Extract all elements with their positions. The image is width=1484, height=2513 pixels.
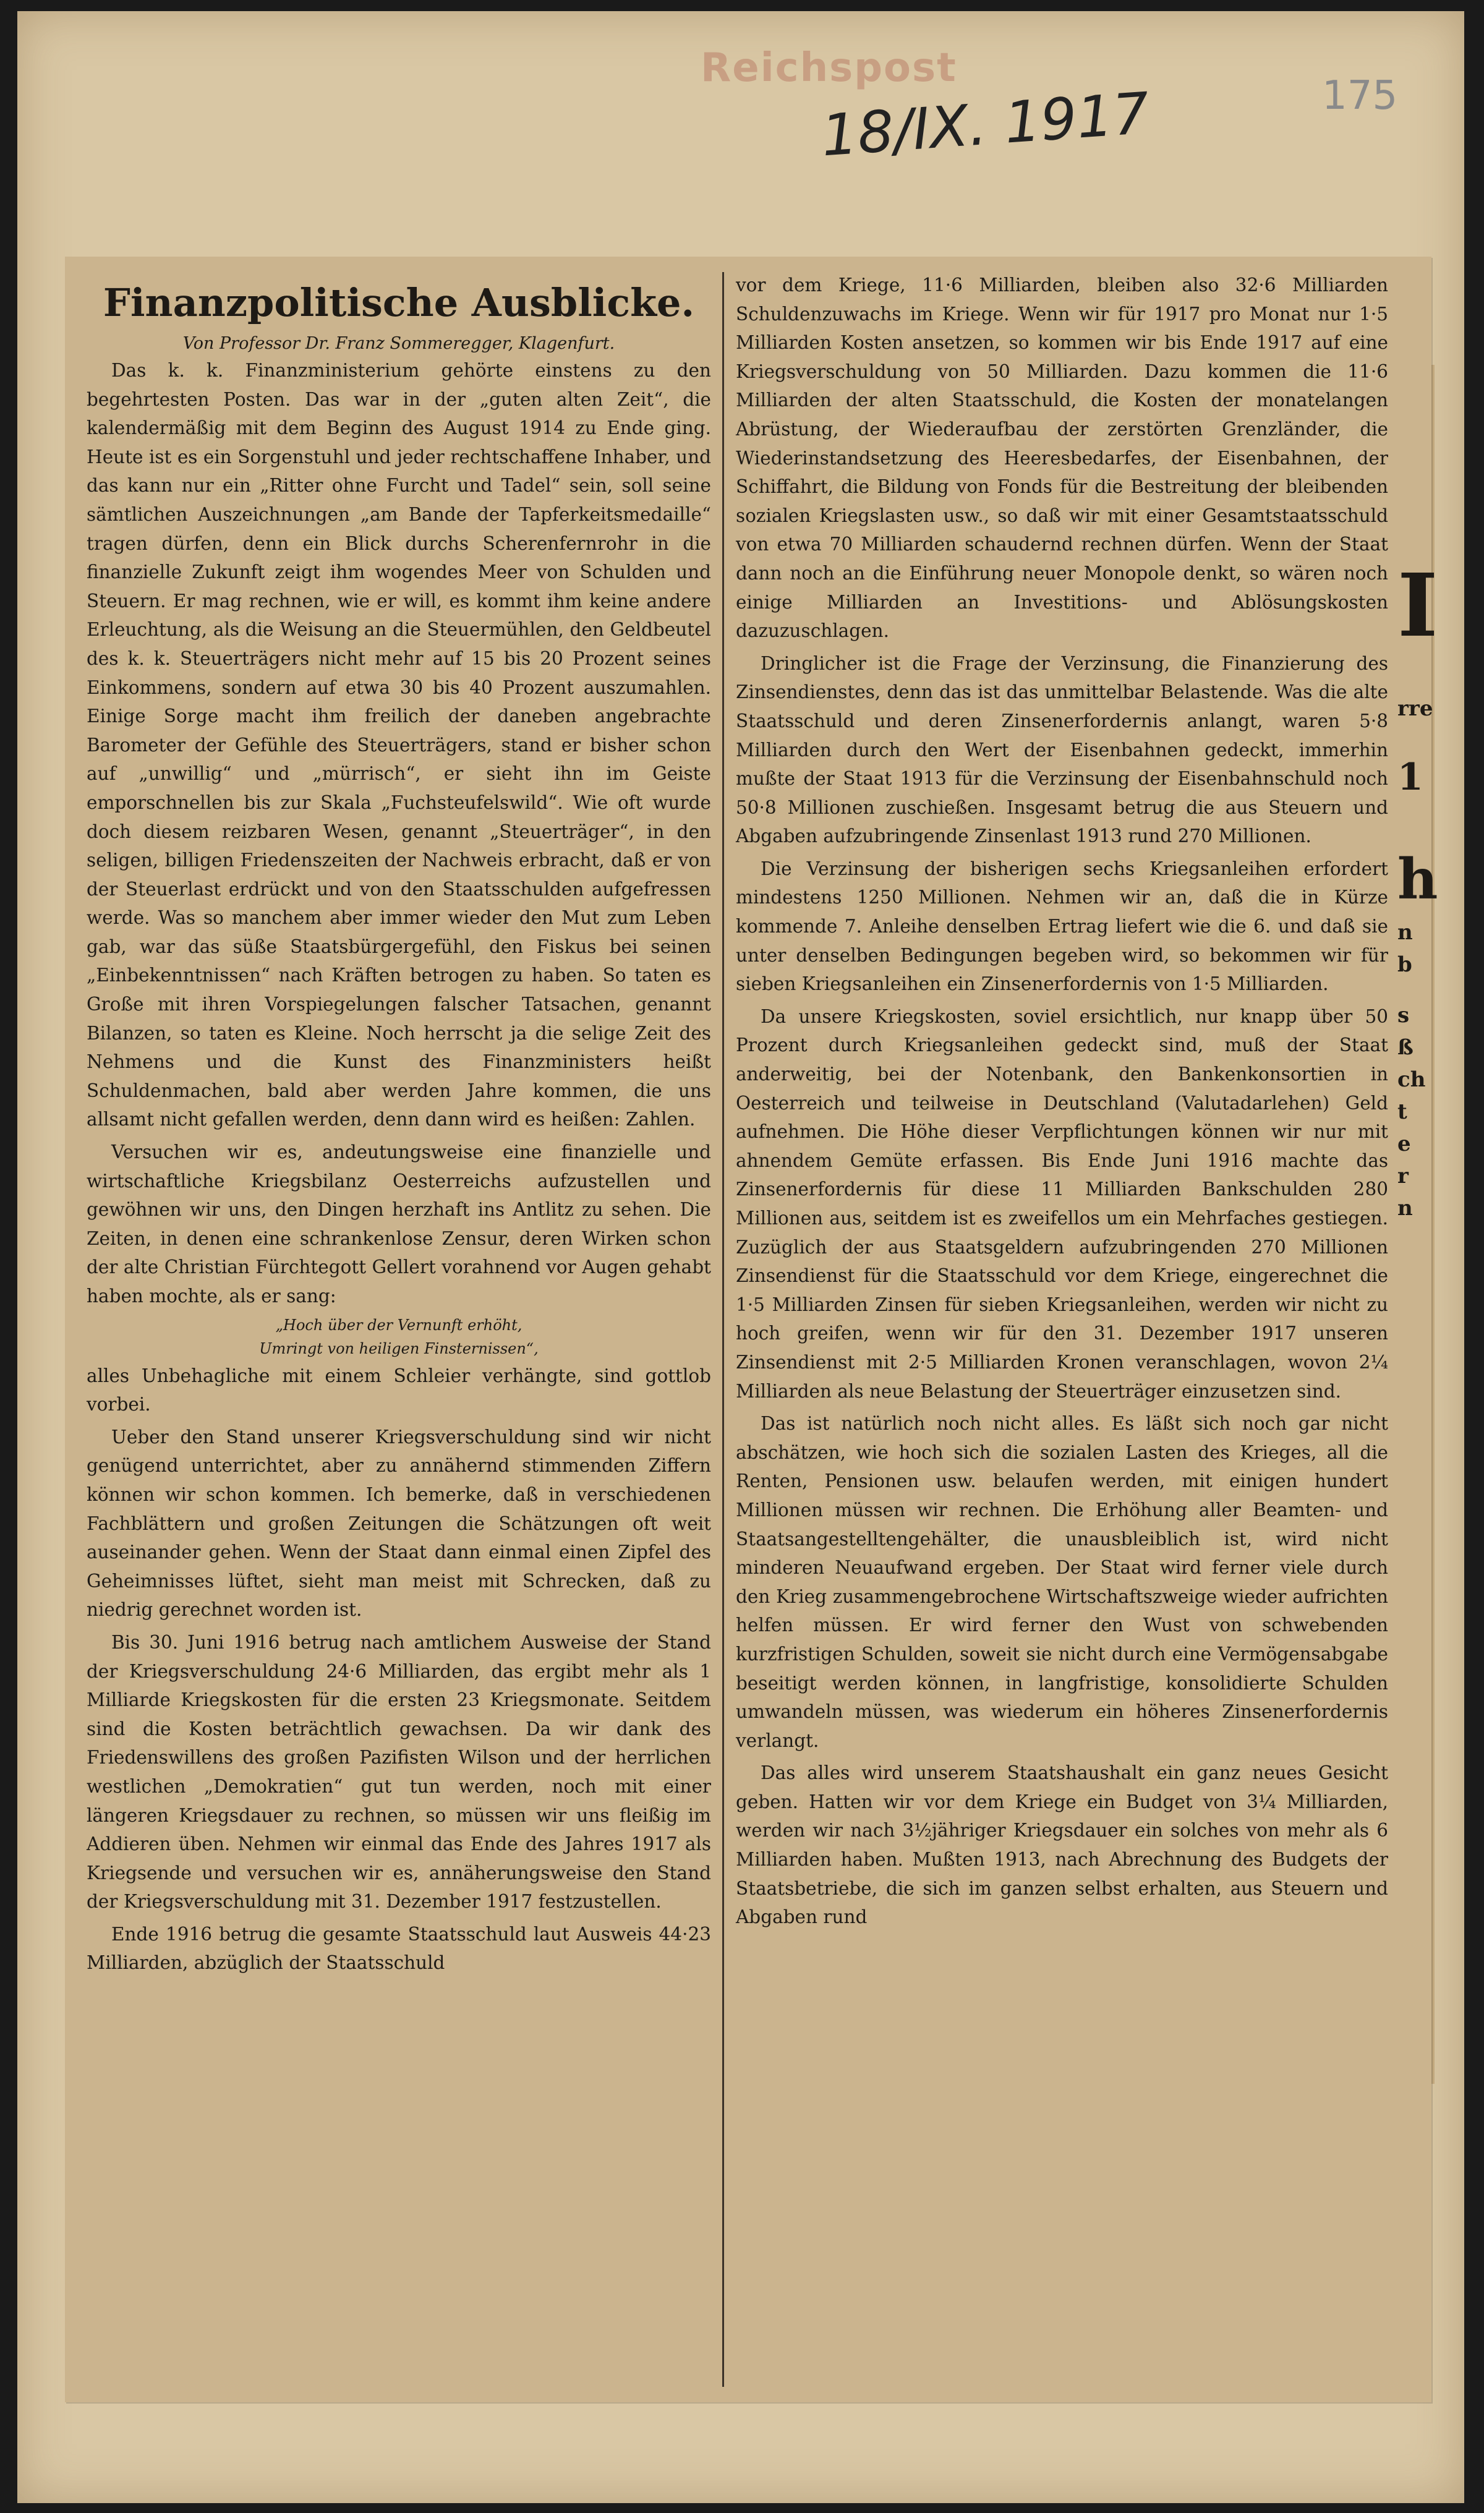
paragraph: Versuchen wir es, andeutungsweise eine finanzielle und wirtschaftliche Kriegsbilanz Oesterreichs aufzustellen und gewöhnen wir uns, den Dingen herzhaft ins Antlitz zu sehen. Die Zeiten, in denen eine schrankenlose Zensur, deren Wirken schon der alte Christian Fürchtegott Gellert vorahnend vor Augen gehabt haben mochte, als er sang: xyxy=(87,1141,711,1307)
paragraph: Ende 1916 betrug die gesamte Staatsschuld laut Ausweis 44·23 Milliarden, abzüglich der Staatsschuld xyxy=(87,1923,711,1974)
paragraph: Bis 30. Juni 1916 betrug nach amtlichem Ausweise der Stand der Kriegsverschuldung 24·6 Milliarden, das ergibt mehr als 1 Milliarde Kriegskosten für die ersten 23 Kriegsmonate. Seitdem sind die Kosten beträchtlich gewachsen. Da wir dank des Friedenswillens des großen Pazifisten Wilson und der herrlichen westlichen „Demokratien“ gut tun werden, noch mit einer längeren Kriegsdauer zu rechnen, so müssen wir uns fleißig im Addieren üben. Nehmen wir einmal das Ende des Jahres 1917 als Kriegsende und versuchen wir es, annäherungsweise den Stand der Kriegsverschuldung mit 31. Dezember 1917 festzustellen. xyxy=(87,1631,711,1913)
edge-letter: t xyxy=(1397,1099,1407,1124)
paragraph: alles Unbehagliche mit einem Schleier verhängte, sind gottlob vorbei. xyxy=(87,1365,711,1415)
archive-number: 175 xyxy=(1322,73,1398,119)
verse-line: „Hoch über der Vernunft erhöht, xyxy=(275,1316,522,1334)
paragraph: Da unsere Kriegskosten, soviel ersichtlich, nur knapp über 50 Prozent durch Kriegsanleihen gedeckt sind, muß der Staat anderweitig, bei der Notenbank, den Bankenkonsortien in Oesterreich und teilweise in Deutschland (Valutadarlehen) Geld aufnehmen. Die Höhe dieser Verpflichtungen können wir nur mit ahnendem Gemüte erfassen. Bis Ende Juni 1916 machte das Zinsenerfordernis für diese 11 Milliarden Bankschulden 280 Millionen aus, seitdem ist es zweifellos um ein Mehrfaches gestiegen. Zuzüglich der aus Staatsgeldern aufzubringenden 270 Millionen Zinsendienst für die Staatsschuld vor dem Kriege, eingerechnet die 1·5 Milliarden Zinsen für sieben Kriegsanleihen, werden wir nicht zu hoch greifen, wenn wir für den 31. Dezember 1917 unseren Zinsendienst mit 2·5 Milliarden Kronen veranschlagen, wovon 2¼ Milliarden als neue Belastung der Steuerträger einzusetzen sind. xyxy=(736,1005,1388,1402)
edge-letter: b xyxy=(1397,952,1412,977)
edge-letter: n xyxy=(1397,920,1413,945)
edge-letter: ß xyxy=(1397,1035,1414,1060)
edge-letter: n xyxy=(1397,1196,1413,1221)
column-divider xyxy=(722,272,724,2387)
paragraph: Dringlicher ist die Frage der Verzinsung, die Finanzierung des Zinsendienstes, denn das ist das unmittelbar Belastende. Was die alte Staatsschuld und deren Zinsenerfordernis anlangt, waren 5·8 Milliarden durch den Wert der Eisenbahnen gedeckt, immerhin mußte der Staat 1913 für die Verzinsung der Eisenbahnschuld noch 50·8 Millionen zuschießen. Insgesamt betrug die aus Steuern und Abgaben aufzubringende Zinsenlast 1913 rund 270 Millionen. xyxy=(736,652,1388,847)
article-column-1 xyxy=(87,272,711,1981)
publication-stamp: Reichspost xyxy=(701,45,957,91)
article-title: Finanzpolitische Ausblicke. xyxy=(103,280,695,325)
paragraph: Das k. k. Finanzministerium gehörte einstens zu den begehrtesten Posten. Das war in der „guten alten Zeit“, die kalendermäßig mit dem Beginn des August 1914 zu Ende ging. Heute ist es ein Sorgenstuhl und jeder rechtschaffene Inhaber, und das kann nur ein „Ritter ohne Furcht und Tadel“ sein, soll seine sämtlichen Auszeichnungen „am Bande der Tapferkeitsmedaille“ tragen dürfen, denn ein Blick durchs Scherenfernrohr in die finanzielle Zukunft zeigt ihm wogendes Meer von Schulden und Steuern. Er mag rechnen, wie er will, es kommt ihm keine andere Erleuchtung, als die Weisung an die Steuermühlen, den Geldbeutel des k. k. Steuerträgers nicht mehr auf 15 bis 20 Prozent seines Einkommens, sondern auf etwa 30 bis 40 Prozent auszumahlen. Einige Sorge macht ihm freilich der daneben angebrachte Barometer der Gefühle des Steuerträgers, stand er bisher schon auf „unwillig“ und „mürrisch“, er sieht ihn im Geiste emporschnellen bis zur Skala „Fuchsteufelswild“. Wie oft wurde doch diesem reizbaren Wesen, genannt „Steuerträger“, in den seligen, billigen Friedenszeiten der Nachweis erbracht, daß er von der Steuerlast erdrückt und von den Staatsschulden aufgefressen werde. Was so manchem aber immer wieder den Mut zum Leben gab, war das süße Staatsbürgergefühl, den Fiskus bei seinen „Einbekenntnissen“ nach Kräften betrogen zu haben. So taten es Große mit ihren Vorspiegelungen falscher Tatsachen, genannt Bilanzen, so taten es Kleine. Noch herrscht ja die selige Zeit des Nehmens und die Kunst des Finanzministers heißt Schuldenmachen, bald aber werden Jahre kommen, die uns allsamt nicht gefallen werden, denn dann wird es heißen: Zahlen. xyxy=(87,360,711,1130)
edge-letter: s xyxy=(1397,1003,1410,1028)
edge-letter: rre xyxy=(1397,696,1433,721)
paragraph: vor dem Kriege, 11·6 Milliarden, bleiben also 32·6 Milliarden Schuldenzuwachs im Kriege. Wenn wir für 1917 pro Monat nur 1·5 Milliarden Kosten ansetzen, so kommen wir bis Ende 1917 auf eine Kriegsverschuldung von 50 Milliarden. Dazu kommen die 11·6 Milliarden der alten Staatsschuld, die Kosten der monatelangen Abrüstung, der Wiederaufbau der zerstörten Grenzländer, die Wiederinstandsetzung des Heeresbedarfes, der Eisenbahnen, der Schiffahrt, die Bildung von Fonds für die Bestreitung der bleibenden sozialen Kriegslasten usw., so daß wir mit einer Gesamtstaatsschuld von etwa 70 Milliarden schaudernd rechnen dürfen. Wenn der Staat dann noch an die Einführung neuer Monopole denkt, so wären noch einige Milliarden an Investitions- und Ablösungskosten dazuzuschlagen. xyxy=(736,275,1388,642)
verse-line: Umringt von heiligen Finsternissen“, xyxy=(259,1339,539,1357)
edge-letter: 1 xyxy=(1397,756,1423,799)
adjacent-article-fragment xyxy=(1397,557,1441,1224)
paragraph: Ueber den Stand unserer Kriegsverschuldung sind wir nicht genügend unterrichtet, aber zu annähernd stimmenden Ziffern können wir schon kommen. Ich bemerke, daß in verschiedenen Fachblättern und großen Zeitungen die Schätzungen oft weit auseinander gehen. Wenn der Staat dann einmal einen Zipfel des Geheimnisses lüftet, sieht man meist mit Schrecken, daß zu niedrig gerechnet worden ist. xyxy=(87,1426,711,1621)
edge-letter: r xyxy=(1397,1164,1409,1188)
edge-letter: ch xyxy=(1397,1067,1426,1092)
article-byline: Von Professor Dr. Franz Sommeregger, Klagenfurt. xyxy=(182,334,615,353)
edge-letter: e xyxy=(1397,1132,1411,1156)
article-column-2 xyxy=(736,271,1388,1935)
edge-letter: h xyxy=(1397,847,1438,912)
paragraph: Das ist natürlich noch nicht alles. Es läßt sich noch gar nicht abschätzen, wie hoch sich die sozialen Lasten des Krieges, all die Renten, Pensionen usw. belaufen werden, mit einigen hundert Millionen müssen wir rechnen. Die Erhöhung aller Beamten- und Staatsangestelltengehälter, die unausbleiblich ist, wird nicht minderen Neuaufwand ergeben. Der Staat wird ferner viele durch den Krieg zusammengebrochene Wirtschaftszweige wieder aufrichten helfen müssen. Er wird ferner den Wust von schwebenden kurzfristigen Schulden, soweit sie nicht durch eine Vermögensabgabe beseitigt werden können, in langfristige, konsolidierte Schulden umwandeln müssen, was wiederum ein höheres Zinsenerfordernis verlangt. xyxy=(736,1413,1388,1751)
handwritten-date: 18/IX. 1917 xyxy=(819,80,1151,169)
paragraph: Die Verzinsung der bisherigen sechs Kriegsanleihen erfordert mindestens 1250 Millionen. Nehmen wir an, daß die in Kürze kommende 7. Anleihe denselben Ertrag liefert wie die 6. und daß sie unter denselben Bedingungen begeben wird, so bekommen wir für sieben Kriegsanleihen ein Zinsenerfordernis von 1·5 Milliarden. xyxy=(736,858,1388,995)
edge-letter: I xyxy=(1397,555,1438,657)
paragraph: Das alles wird unserem Staatshaushalt ein ganz neues Gesicht geben. Hatten wir vor dem Kriege ein Budget von 3¼ Milliarden, werden wir nach 3½jähriger Kriegsdauer ein solches von mehr als 6 Milliarden haben. Mußten 1913, nach Abrechnung des Budgets der Staatsbetriebe, die sich im ganzen selbst erhalten, aus Steuern und Abgaben rund xyxy=(736,1762,1388,1928)
